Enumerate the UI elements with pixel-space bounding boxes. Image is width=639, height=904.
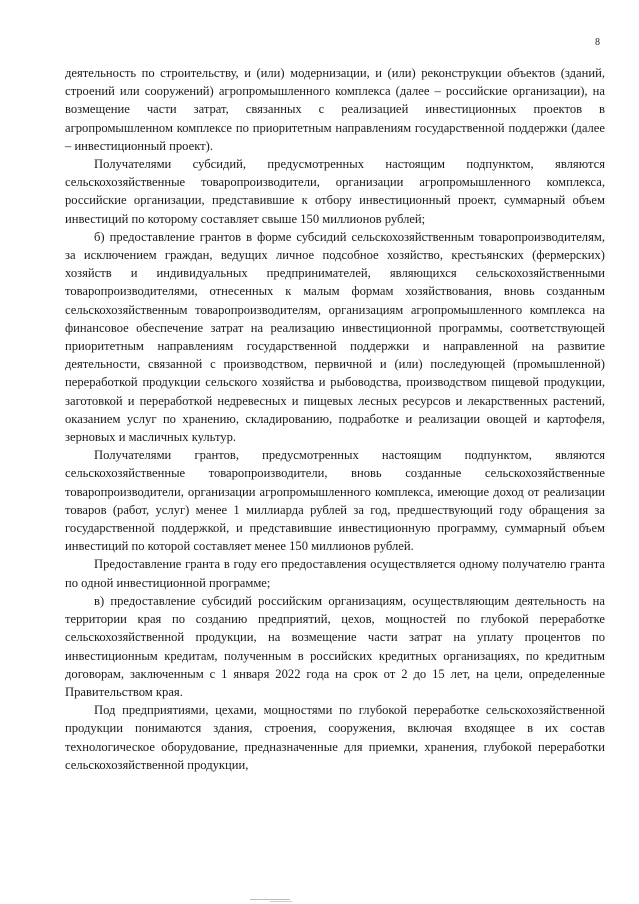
paragraph-continuation: деятельность по строительству, и (или) модернизации, и (или) реконструкции объектов (зданий, строений или сооружений) агропромышленного комплекса (далее – российские организации), на возмещение части затрат, связанных с реализацией инвестиционных проектов в агропромышленном комплексе по приоритетным направлениям государственной поддержки (далее – инвестиционный проект). — [65, 66, 605, 153]
paragraph-definition: Под предприятиями, цехами, мощностями по глубокой переработке сельскохозяйственной продукции понимаются здания, строения, сооружения, включая входящее в их состав технологическое оборудование, предназначенные для приемки, хранения, глубокой переработки сельскохозяйственной продукции, — [65, 703, 605, 772]
document-body — [65, 64, 605, 774]
paragraph-subsidy-recipients: Получателями субсидий, предусмотренных настоящим подпунктом, являются сельскохозяйственные товаропроизводители, организации агропромышленного комплекса, российские организации, представившие к отбору инвестиционный проект, суммарный объем инвестиций по которому составляет свыше 150 миллионов рублей; — [65, 157, 605, 226]
scan-artifact — [270, 901, 292, 902]
paragraph-item-v: в) предоставление субсидий российским организациям, осуществляющим деятельность на территории края по созданию предприятий, цехов, мощностей по глубокой переработке сельскохозяйственной продукции, на возмещение части затрат на уплату процентов по инвестиционным кредитам, полученным в российских кредитных организациях, по кредитным договорам, заключенным с 1 января 2022 года на срок от 2 до 15 лет, на цели, определенные Правительством края. — [65, 593, 605, 699]
paragraph-grant-provision: Предоставление гранта в году его предоставления осуществляется одному получателю гранта по одной инвестиционной программе; — [65, 557, 605, 590]
scan-artifact — [250, 899, 290, 900]
paragraph-item-b: б) предоставление грантов в форме субсидий сельскохозяйственным товаропроизводителям, за исключением граждан, ведущих личное подсобное хозяйство, крестьянских (фермерских) хозяйств и индивидуальных предпринимателей, являющихся сельскохозяйственными товаропроизводителями, отнесенных к малым формам хозяйствования, вновь созданным сельскохозяйственным товаропроизводителям, организациям агропромышленного комплекса на финансовое обеспечение затрат на реализацию инвестиционной программы, соответствующей приоритетным направлениям государственной поддержки и направленной на развитие деятельности, связанной с производством, первичной и (или) последующей (промышленной) переработкой продукции сельского хозяйства и рыбоводства, производством пищевой продукции, заготовкой и переработкой недревесных и пищевых лесных ресурсов и лекарственных растений, оказанием услуг по хранению, складированию, подработке и реализации овощей и картофеля, зерновых и масличных культур. — [65, 229, 605, 445]
paragraph-grant-recipients: Получателями грантов, предусмотренных настоящим подпунктом, являются сельскохозяйственные товаропроизводители, вновь созданные сельскохозяйственные товаропроизводители, организации агропромышленного комплекса, имеющие доход от реализации товаров (работ, услуг) менее 1 миллиарда рублей за год, предшествующий году обращения за государственной поддержкой, и представившие инвестиционную программу, суммарный объем инвестиций по которой составляет менее 150 миллионов рублей. — [65, 448, 605, 554]
page-number: 8 — [595, 37, 600, 48]
